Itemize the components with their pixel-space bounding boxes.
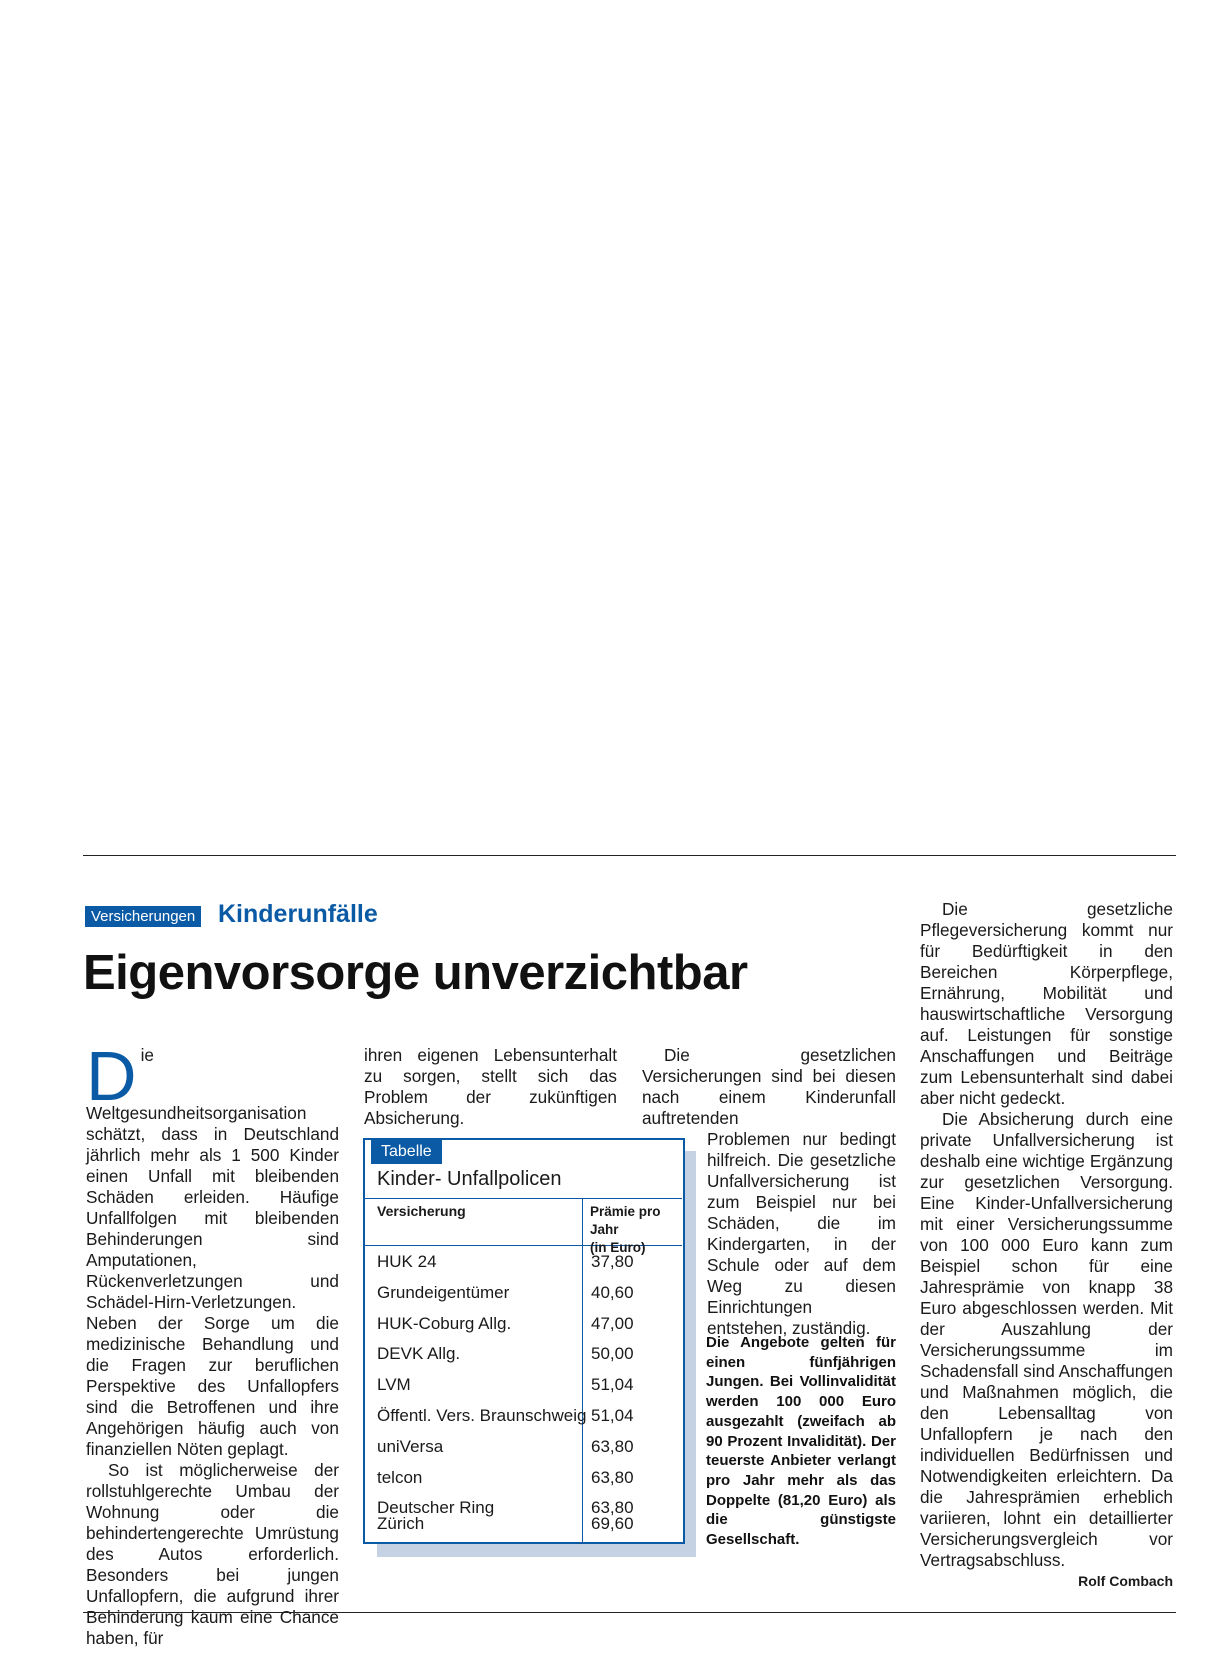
insurer-name: Grundeigentümer — [377, 1282, 510, 1302]
column-header-premium-line2: (in Euro) — [590, 1240, 646, 1255]
table-row — [363, 1514, 580, 1542]
bottom-rule — [83, 1612, 1176, 1613]
insurer-name: HUK-Coburg Allg. — [377, 1313, 512, 1333]
premium-value: 63,80 — [591, 1467, 634, 1487]
column-header-insurer: Versicherung — [377, 1203, 466, 1219]
insurer-name: uniVersa — [377, 1436, 444, 1456]
insurer-name: HUK 24 — [377, 1252, 437, 1271]
headline: Eigenvorsorge unverzichtbar — [83, 946, 748, 1000]
paragraph-text: Die Absicherung durch eine private Unfallversicherung ist deshalb eine wichtige Ergänzung zur gesetzlichen Versorgung. Eine Kinder-Unfallversicherung mit einer Versicherungssumme von 100 000 Euro kann zum Beispiel schon für eine Jahresprämie von knapp 38 Euro abgeschlossen werden. Mit der Auszahlung der Versicherungssumme im Schadensfall sind Anschaffungen und Maßnahmen möglich, die den Lebensalltag von Unfallopfern je nach den individuellen Bedürfnissen und Notwendigkeiten erleichtern. Da die Jahresprämien erheblich variieren, lohnt ein detaillierter Versicherungsvergleich vor Vertragsabschluss. — [920, 1109, 1173, 1570]
author-byline: Rolf Combach — [1078, 1573, 1173, 1589]
table-row — [365, 1339, 682, 1370]
premium-value: 50,00 — [591, 1344, 634, 1364]
table-row — [365, 1463, 682, 1494]
paragraph: So ist möglicherweise der rollstuhlgerechte Umbau der Wohnung oder die behindertengerechte Umrüstung des Autos erforderlich. Besonders bei jungen Unfallopfern, die aufgrund ihrer Behinderung kaum eine Chance haben, für — [86, 1460, 339, 1648]
premium-value: 51,04 — [591, 1375, 634, 1395]
premium-value: 63,80 — [591, 1436, 634, 1456]
top-rule — [83, 855, 1176, 856]
table-row — [365, 1370, 682, 1401]
insurer-name: Deutscher Ring — [377, 1498, 495, 1518]
paragraph — [920, 1109, 1173, 1589]
paragraph — [86, 1037, 339, 1460]
insurer-name: Zürich — [377, 1514, 425, 1533]
table-row — [365, 1247, 682, 1278]
premium-value: 37,80 — [591, 1252, 634, 1271]
table-note: Die Angebote gelten für einen fünfjährigen Jungen. Bei Vollinvalidität werden 100 000 Euro ausgezahlt (zweifach ab 90 Prozent Invalidität). Der teuerste Anbieter verlangt pro Jahr mehr als das Doppelte (81,20 Euro) als die günstigste Gesellschaft. — [706, 1334, 896, 1549]
paragraph: Problemen nur bedingt hilfreich. Die gesetzliche Unfallversicherung ist zum Beispiel nur bei Schäden, die im Kindergarten, in der Schule oder auf dem Weg zu diesen Einrichtungen entstehen, zuständig. — [707, 1129, 896, 1338]
premium-value: 47,00 — [591, 1313, 634, 1333]
table-label: Tabelle — [371, 1140, 442, 1164]
paragraph: ihren eigenen Lebensunterhalt zu sorgen, stellt sich das Problem der zukünftigen Absicherung. — [364, 1045, 617, 1128]
column-2 — [364, 1045, 617, 1129]
insurer-name: Öffentl. Vers. Braunschweig — [377, 1406, 587, 1425]
insurer-name: LVM — [377, 1375, 411, 1395]
column-4 — [920, 899, 1173, 1592]
table-row-value — [583, 1514, 673, 1542]
insurer-name: DEVK Allg. — [377, 1344, 461, 1364]
premium-value: 40,60 — [591, 1282, 634, 1302]
paragraph-text: ie Weltgesundheitsorganisation schätzt, dass in Deutschland jährlich mehr als 1 500 Kinder einen Unfall mit bleibenden Schäden erleiden. Häufige Unfallfolgen mit bleibenden Behinderungen sind Amputationen, Rückenverletzungen und Schädel-Hirn-Verletzungen. Neben der Sorge um die medizinische Behandlung und die Fragen zur beruflichen Perspektive des Unfallopfers sind die Betroffenen und ihre Angehörigen häufig auch von finanziellen Nöten geplagt. — [86, 1045, 339, 1459]
insurer-name: telcon — [377, 1467, 423, 1487]
table-row — [365, 1278, 682, 1309]
table-header — [365, 1198, 682, 1255]
paragraph: Die gesetzlichen Versicherungen sind bei diesen nach einem Kinderunfall auftretenden — [642, 1045, 896, 1128]
table-title: Kinder- Unfallpolicen — [377, 1168, 562, 1190]
column-1 — [86, 1037, 339, 1649]
premium-value: 51,04 — [591, 1406, 634, 1425]
section-tag: Versicherungen — [85, 906, 201, 927]
table-row — [365, 1401, 682, 1432]
paragraph: Die gesetzliche Pflegeversicherung kommt nur für Bedürftigkeit in den Bereichen Körperpflege, Ernährung, Mobilität und hauswirtschaftliche Versorgung auf. Leistungen für sonstige Anschaffungen und Beiträge zum Lebensunterhalt sind dabei aber nicht gedeckt. — [920, 899, 1173, 1108]
premium-value: 69,60 — [591, 1514, 634, 1533]
column-header-premium-line1: Prämie pro Jahr — [590, 1204, 661, 1237]
premium-value: 63,80 — [591, 1498, 634, 1518]
kicker: Kinderunfälle — [218, 900, 378, 928]
table-row — [365, 1309, 682, 1340]
dropcap: D — [86, 1037, 137, 1115]
table-row — [365, 1432, 682, 1463]
premium-table — [363, 1138, 685, 1544]
